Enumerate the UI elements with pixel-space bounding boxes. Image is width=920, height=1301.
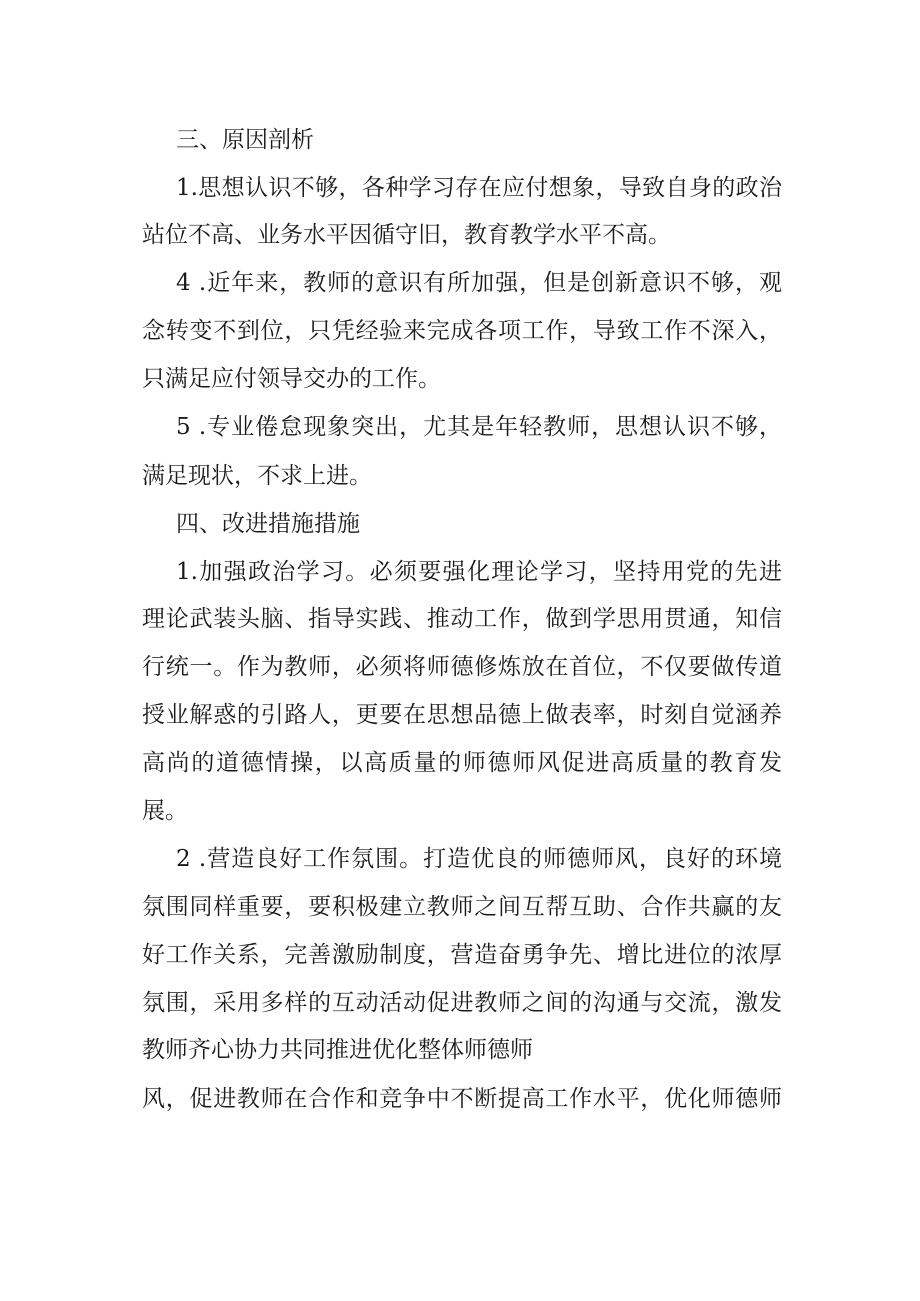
paragraph-line: 只满足应付领导交办的工作。 bbox=[142, 366, 441, 392]
paragraph-line: 氛围，采用多样的互动活动促进教师之间的沟通与交流，激发 bbox=[142, 990, 782, 1016]
paragraph-line: 氛围同样重要，要积极建立教师之间互帮互助、合作共赢的友 bbox=[142, 894, 782, 920]
paragraph-line: 风，促进教师在合作和竞争中不断提高工作水平，优化师德师 bbox=[142, 1086, 782, 1112]
section-heading-cause-analysis: 三、原因剖析 bbox=[176, 127, 314, 153]
section-heading-improvement-measures: 四、改进措施措施 bbox=[176, 511, 360, 537]
paragraph-line: 授业解惑的引路人，更要在思想品德上做表率，时刻自觉涵养 bbox=[142, 702, 782, 728]
paragraph-line: 行统一。作为教师，必须将师德修炼放在首位，不仅要做传道 bbox=[142, 654, 782, 680]
paragraph-line: 展。 bbox=[142, 798, 188, 824]
paragraph-line: 满足现状，不求上进。 bbox=[142, 463, 372, 489]
paragraph-line: 1.加强政治学习。必须要强化理论学习，坚持用党的先进 bbox=[176, 559, 782, 585]
paragraph-line: 念转变不到位，只凭经验来完成各项工作，导致工作不深入， bbox=[142, 318, 782, 344]
paragraph-line: 理论武装头脑、指导实践、推动工作，做到学思用贯通，知信 bbox=[142, 606, 782, 632]
paragraph-line: 站位不高、业务水平因循守旧，教育教学水平不高。 bbox=[142, 222, 671, 248]
paragraph-line: 教师齐心协力共同推进优化整体师德师 bbox=[142, 1037, 533, 1063]
paragraph-line: 1.思想认识不够，各种学习存在应付想象，导致自身的政治 bbox=[176, 175, 782, 201]
paragraph-line: 好工作关系，完善激励制度，营造奋勇争先、增比进位的浓厚 bbox=[142, 942, 782, 968]
paragraph-line: 5 .专业倦怠现象突出，尤其是年轻教师，思想认识不够， bbox=[176, 414, 782, 440]
paragraph-line: 2 .营造良好工作氛围。打造优良的师德师风，良好的环境 bbox=[176, 846, 782, 872]
paragraph-line: 高尚的道德情操，以高质量的师德师风促进高质量的教育发 bbox=[142, 750, 782, 776]
paragraph-line: 4 .近年来，教师的意识有所加强，但是创新意识不够，观 bbox=[176, 270, 782, 296]
